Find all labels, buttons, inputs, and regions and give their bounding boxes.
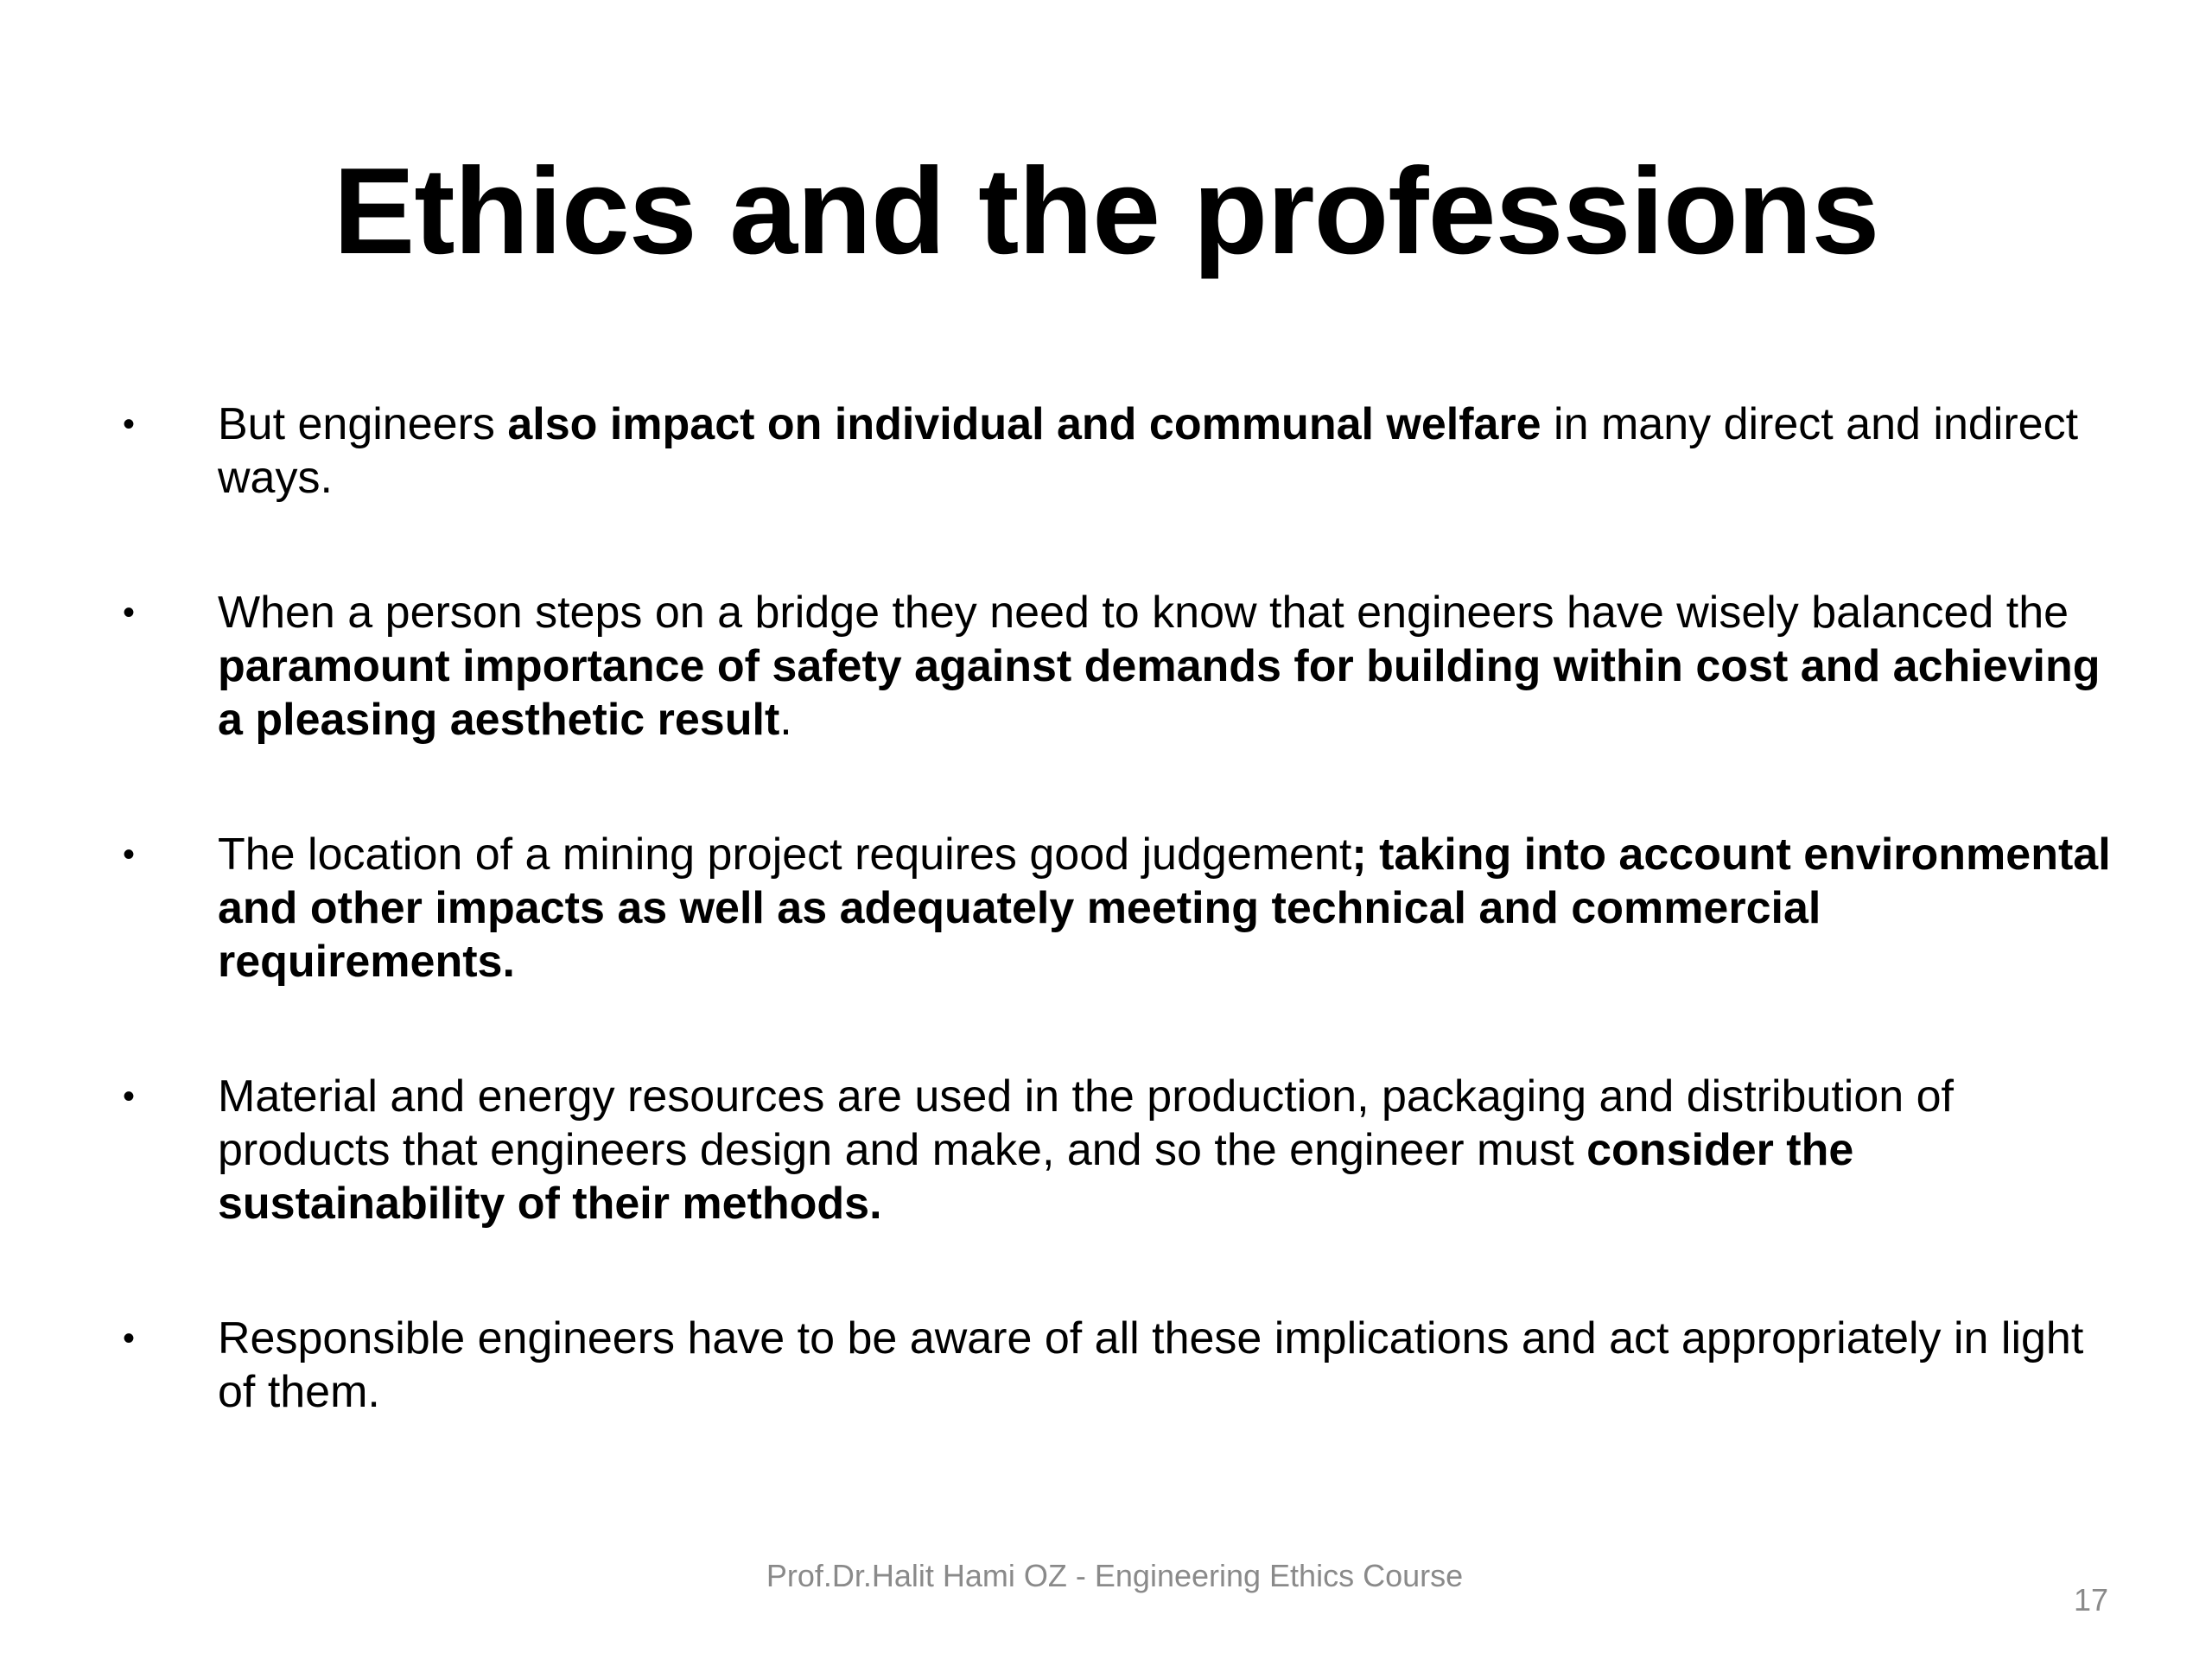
bullet-dot-icon: • bbox=[123, 1077, 136, 1116]
bullet-item bbox=[123, 397, 2119, 505]
bullet-text-segment: When a person steps on a bridge they need to know that engineers have wisely balanced the bbox=[218, 588, 2069, 638]
bullet-item bbox=[123, 828, 2119, 988]
bullet-dot-icon: • bbox=[123, 1319, 136, 1357]
bullet-text-segment: But engineers bbox=[218, 399, 508, 449]
bullet-item bbox=[123, 1312, 2119, 1419]
bullet-dot-icon: • bbox=[123, 405, 136, 443]
bullet-text-segment-bold: consider the sustainability of their methods. bbox=[218, 1125, 1854, 1229]
bullet-text bbox=[218, 588, 2101, 745]
bullet-text-segment: Material and energy resources are used in the production, packaging and distribution of products that engineers design and make, and so the engineer must bbox=[218, 1071, 1955, 1175]
bullet-text bbox=[218, 830, 2111, 987]
bullet-text-segment: . bbox=[779, 695, 792, 745]
bullet-text bbox=[218, 1071, 1954, 1229]
slide-footer: Prof.Dr.Halit Hami OZ - Engineering Ethics Course bbox=[766, 1558, 1464, 1593]
bullet-text bbox=[218, 399, 2078, 503]
bullet-text-segment: Responsible engineers have to be aware of all these implications and act appropriately in light of them. bbox=[218, 1313, 2084, 1417]
bullet-dot-icon: • bbox=[123, 836, 136, 874]
page-number: 17 bbox=[2073, 1582, 2108, 1618]
bullet-item bbox=[123, 586, 2119, 747]
bullet-text bbox=[218, 1313, 2083, 1417]
slide-title: Ethics and the professions bbox=[333, 143, 1879, 280]
bullet-text-segment: in many direct and indirect ways. bbox=[218, 399, 2079, 503]
bullet-text-segment: The location of a mining project requires good judgement bbox=[218, 830, 1352, 880]
bullet-text-segment-bold: also impact on individual and communal welfare bbox=[507, 399, 1541, 449]
bullet-item bbox=[123, 1070, 2119, 1230]
bullet-dot-icon: • bbox=[123, 594, 136, 632]
bullet-text-segment-bold: paramount importance of safety against demands for building within cost and achieving a pleasing aesthetic result bbox=[218, 641, 2101, 745]
bullet-text-segment-bold: ; taking into account environmental and other impacts as well as adequately meeting technical and commercial requirements. bbox=[218, 830, 2111, 987]
